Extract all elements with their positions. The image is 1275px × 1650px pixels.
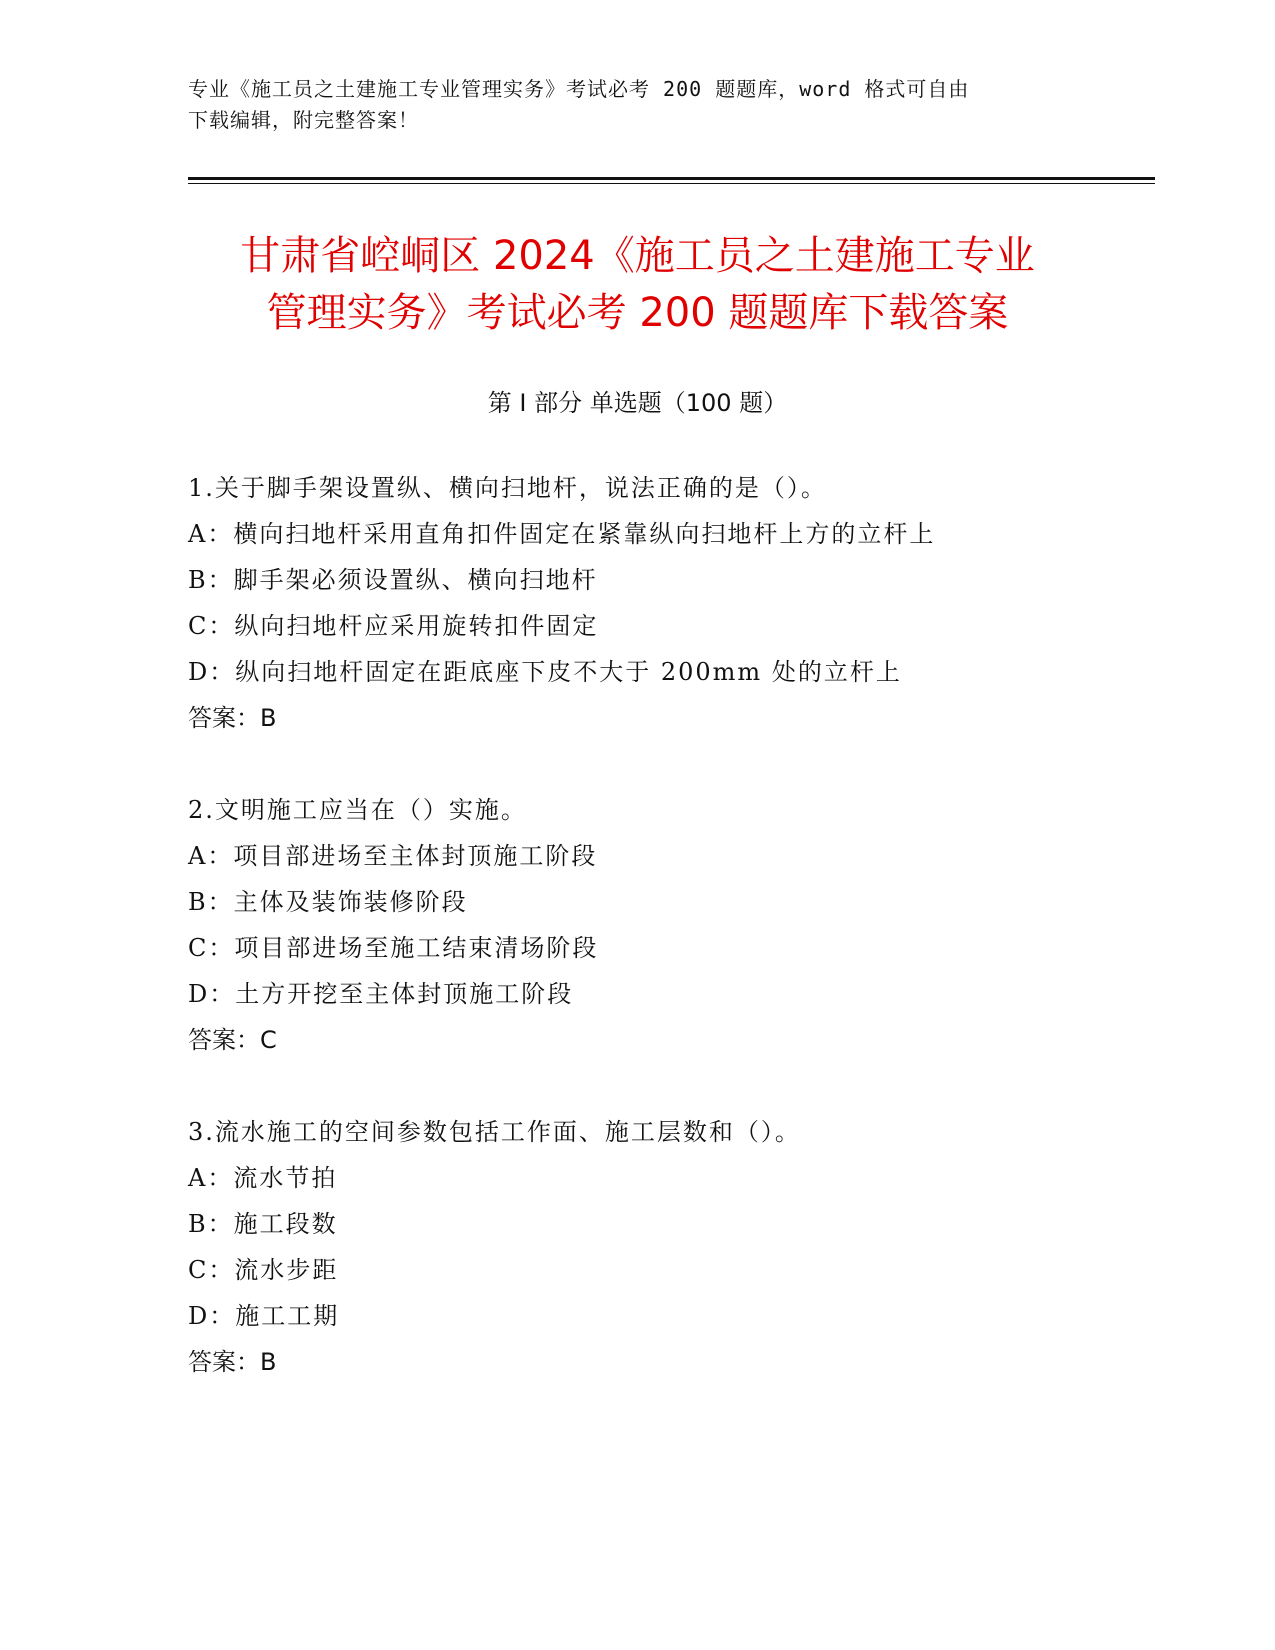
option-d: D：纵向扫地杆固定在距底座下皮不大于 200mm 处的立杆上: [188, 658, 902, 686]
document-title-line-2: 管理实务》考试必考 200 题题库下载答案: [266, 290, 1009, 336]
section-heading: 第 I 部分 单选题（100 题）: [487, 389, 788, 417]
question-stem: 1.关于脚手架设置纵、横向扫地杆，说法正确的是（）。: [188, 474, 827, 502]
option-b: B：施工段数: [188, 1210, 338, 1238]
question-2: [188, 787, 1148, 1063]
header-note: [188, 74, 1088, 136]
question-1: [188, 465, 1148, 741]
header-divider-thick: [188, 177, 1155, 180]
option-b: B：主体及装饰装修阶段: [188, 888, 468, 916]
answer: 答案：C: [188, 1026, 277, 1054]
option-b: B：脚手架必须设置纵、横向扫地杆: [188, 566, 598, 594]
answer: 答案：B: [188, 1348, 277, 1376]
option-d: D：土方开挖至主体封顶施工阶段: [188, 980, 574, 1008]
header-note-line-2: 下载编辑，附完整答案！: [188, 108, 419, 132]
option-a: A：项目部进场至主体封顶施工阶段: [188, 842, 598, 870]
header-divider-thin: [188, 183, 1155, 184]
option-c: C：项目部进场至施工结束清场阶段: [188, 934, 599, 962]
option-c: C：纵向扫地杆应采用旋转扣件固定: [188, 612, 599, 640]
option-c: C：流水步距: [188, 1256, 339, 1284]
header-note-line-1: 专业《施工员之土建施工专业管理实务》考试必考 200 题题库，word 格式可自由: [188, 77, 970, 101]
question-3: [188, 1109, 1148, 1385]
option-a: A：流水节拍: [188, 1164, 338, 1192]
option-a: A：横向扫地杆采用直角扣件固定在紧靠纵向扫地杆上方的立杆上: [188, 520, 936, 548]
document-title-line-1: 甘肃省崆峒区 2024《施工员之土建施工专业: [240, 233, 1035, 279]
answer: 答案：B: [188, 704, 277, 732]
question-stem: 3.流水施工的空间参数包括工作面、施工层数和（）。: [188, 1118, 801, 1146]
option-d: D：施工工期: [188, 1302, 340, 1330]
question-stem: 2.文明施工应当在（）实施。: [188, 796, 527, 824]
document-title: [150, 228, 1125, 342]
